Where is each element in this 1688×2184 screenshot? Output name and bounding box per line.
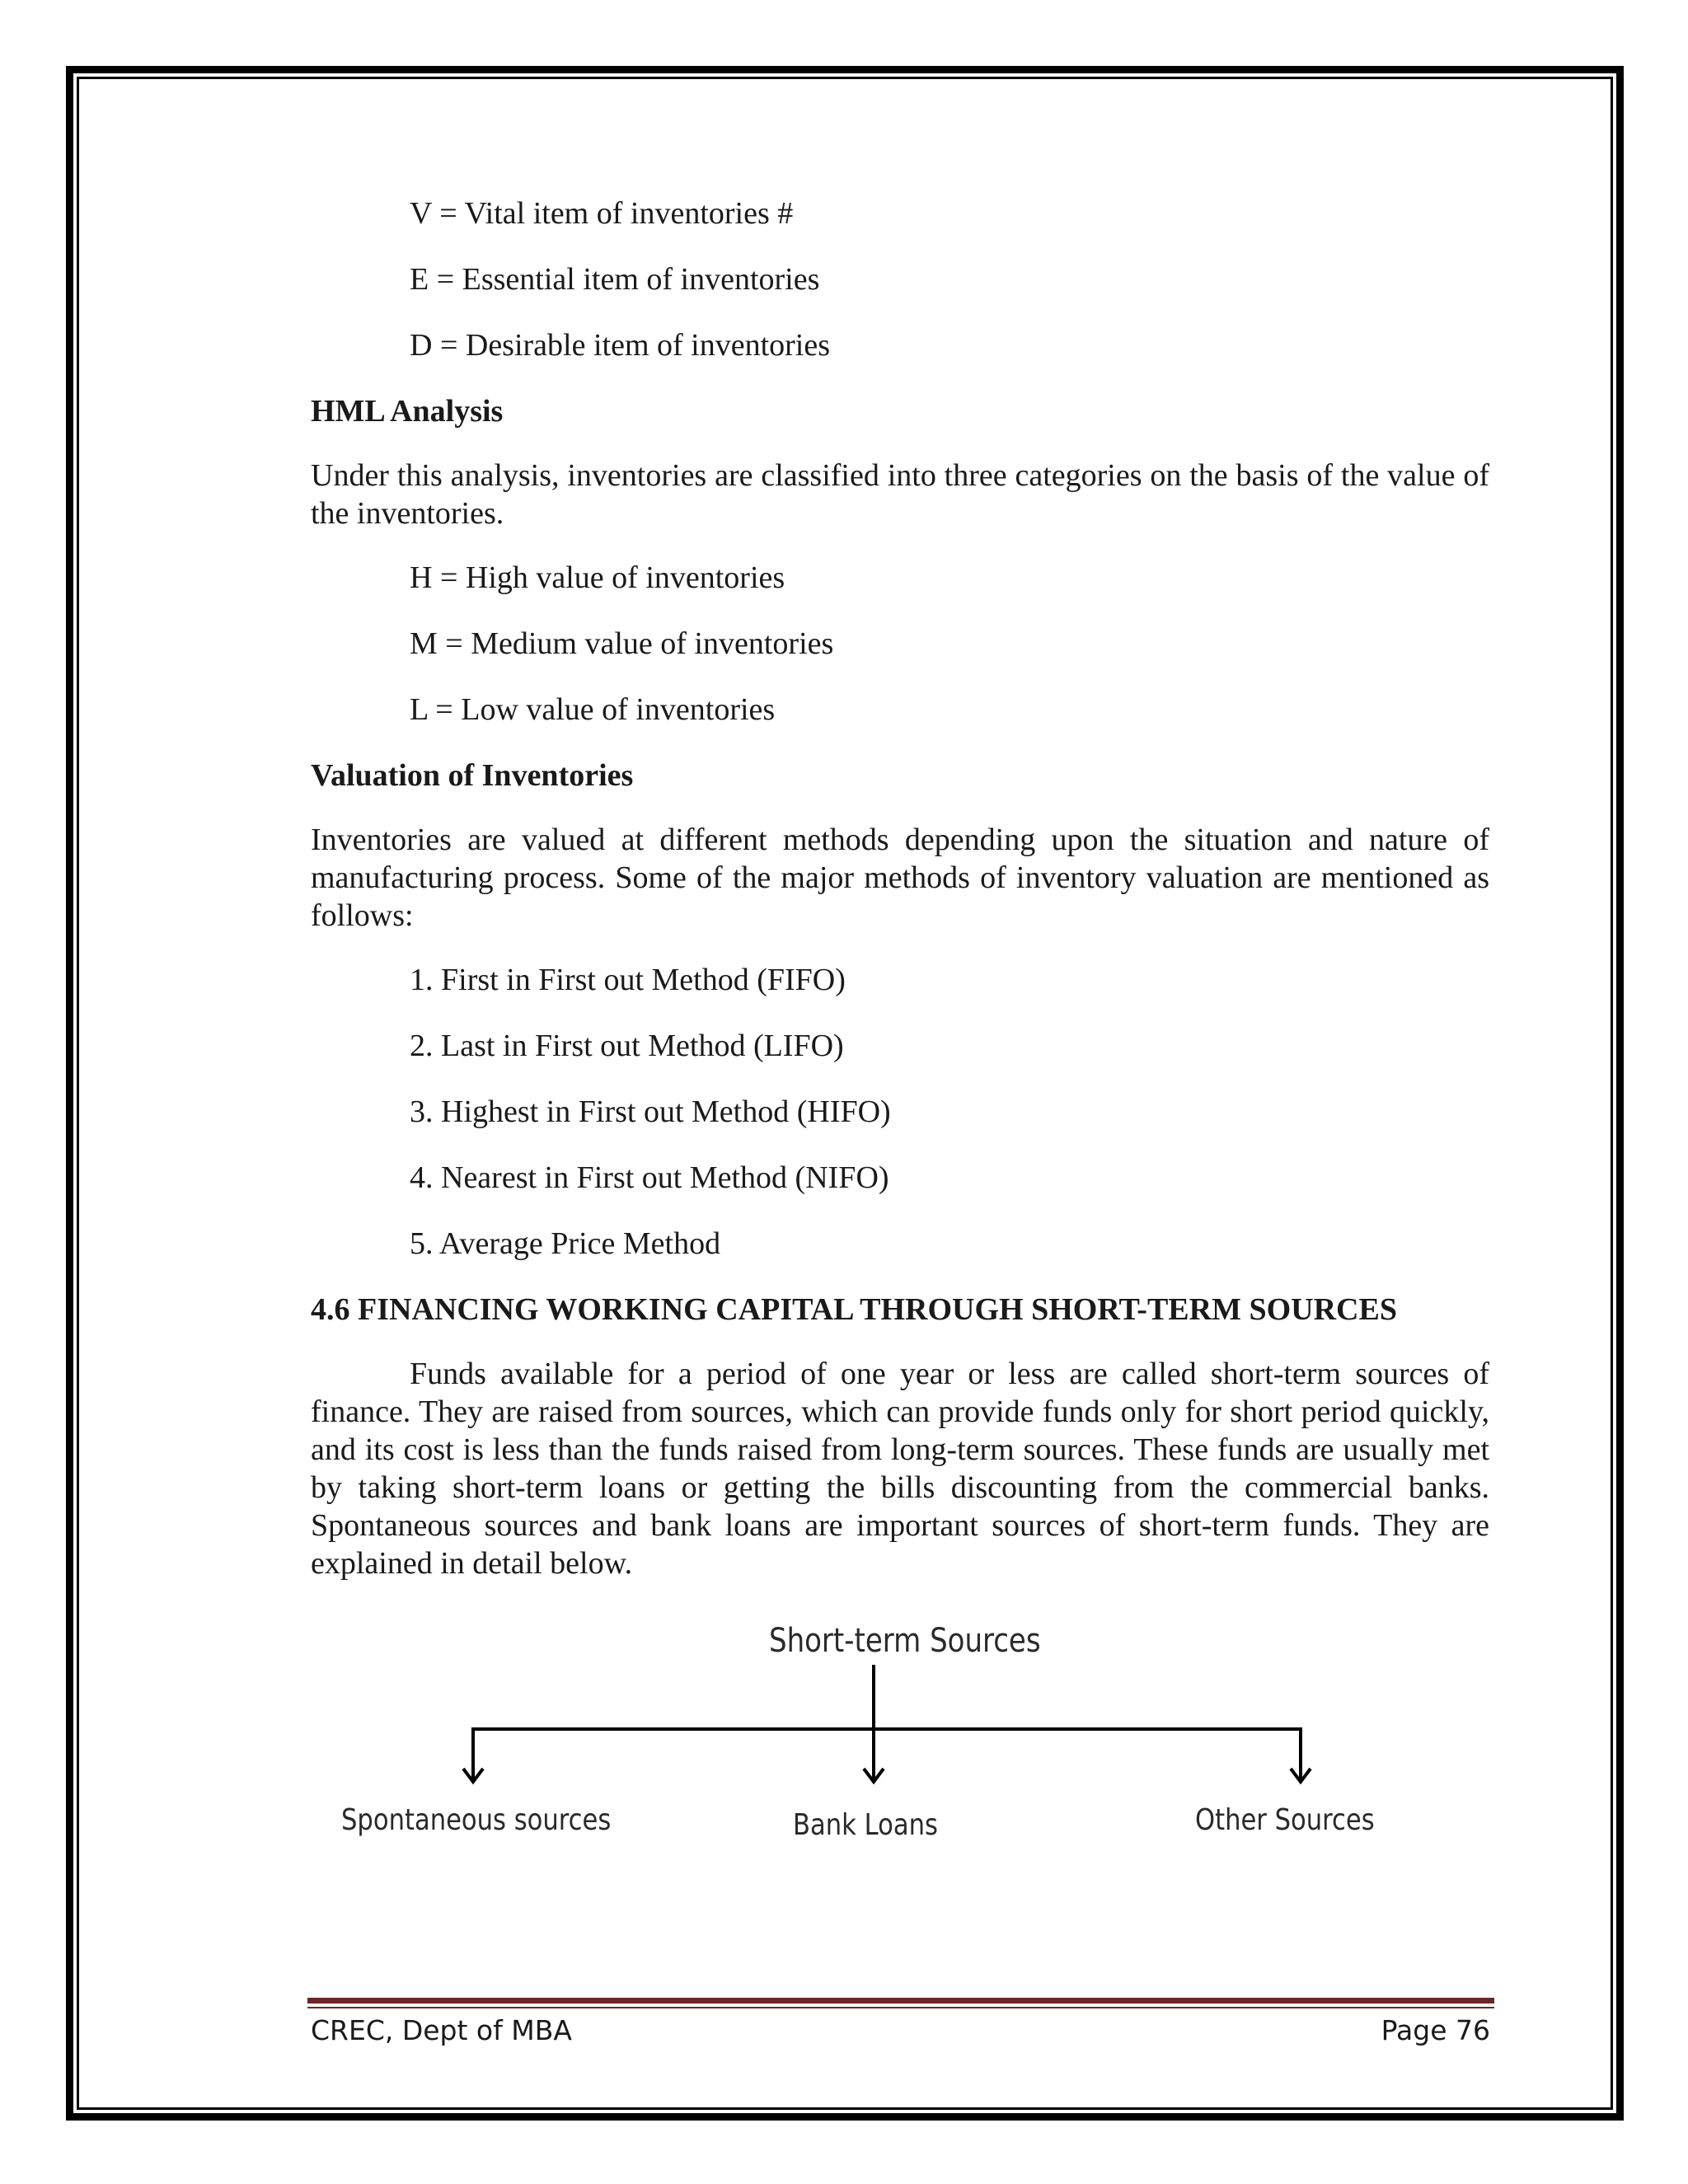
financing-heading: 4.6 FINANCING WORKING CAPITAL THROUGH SHORT-TERM SOURCES: [311, 1292, 1397, 1327]
page-content: [311, 194, 1489, 1609]
footer-department: CREC, Dept of MBA: [311, 2014, 572, 2046]
valuation-heading: Valuation of Inventories: [311, 758, 634, 793]
diagram-child-bank-loans: Bank Loans: [793, 1808, 938, 1842]
method-average: 5. Average Price Method: [410, 1226, 721, 1261]
valuation-paragraph: Inventories are valued at different methods depending upon the situation and nature of manufacturing process. Some of the major methods of inventory valuation are mentioned as follows:: [311, 823, 1489, 933]
hml-heading: HML Analysis: [311, 394, 504, 429]
hml-item-h: H = High value of inventories: [410, 560, 785, 595]
method-lifo: 2. Last in First out Method (LIFO): [410, 1029, 844, 1063]
diagram-child-other: Other Sources: [1195, 1803, 1375, 1837]
footer-page-number: Page 76: [1381, 2014, 1490, 2046]
ved-item-v: V = Vital item of inventories #: [410, 196, 794, 231]
method-hifo: 3. Highest in First out Method (HIFO): [410, 1094, 891, 1129]
diagram-child-spontaneous: Spontaneous sources: [341, 1803, 612, 1837]
ved-item-e: E = Essential item of inventories: [410, 262, 820, 297]
hml-item-m: M = Medium value of inventories: [410, 626, 834, 661]
diagram-root-label: Short-term Sources: [769, 1622, 1041, 1660]
method-nifo: 4. Nearest in First out Method (NIFO): [410, 1160, 889, 1195]
hml-paragraph: Under this analysis, inventories are classified into three categories on the basis of the value of the inventories.: [311, 458, 1489, 531]
method-fifo: 1. First in First out Method (FIFO): [410, 963, 846, 997]
hml-item-l: L = Low value of inventories: [410, 692, 776, 727]
financing-paragraph: Funds available for a period of one year or less are called short-term sources of finance. They are raised from sources, which can provide funds only for short period quickly, and its cost is less than the funds raised from long-term sources. These funds are usually met by taking short-term loans or getting the bills discounting from the commercial banks. Spontaneous sources and bank loans are important sources of short-term funds. They are explained in detail below.: [311, 1357, 1489, 1581]
ved-item-d: D = Desirable item of inventories: [410, 328, 831, 363]
footer-rule-thin: [307, 2007, 1494, 2008]
short-term-sources-diagram: [330, 1615, 1442, 1863]
footer-rule-thick: [307, 1998, 1494, 2004]
